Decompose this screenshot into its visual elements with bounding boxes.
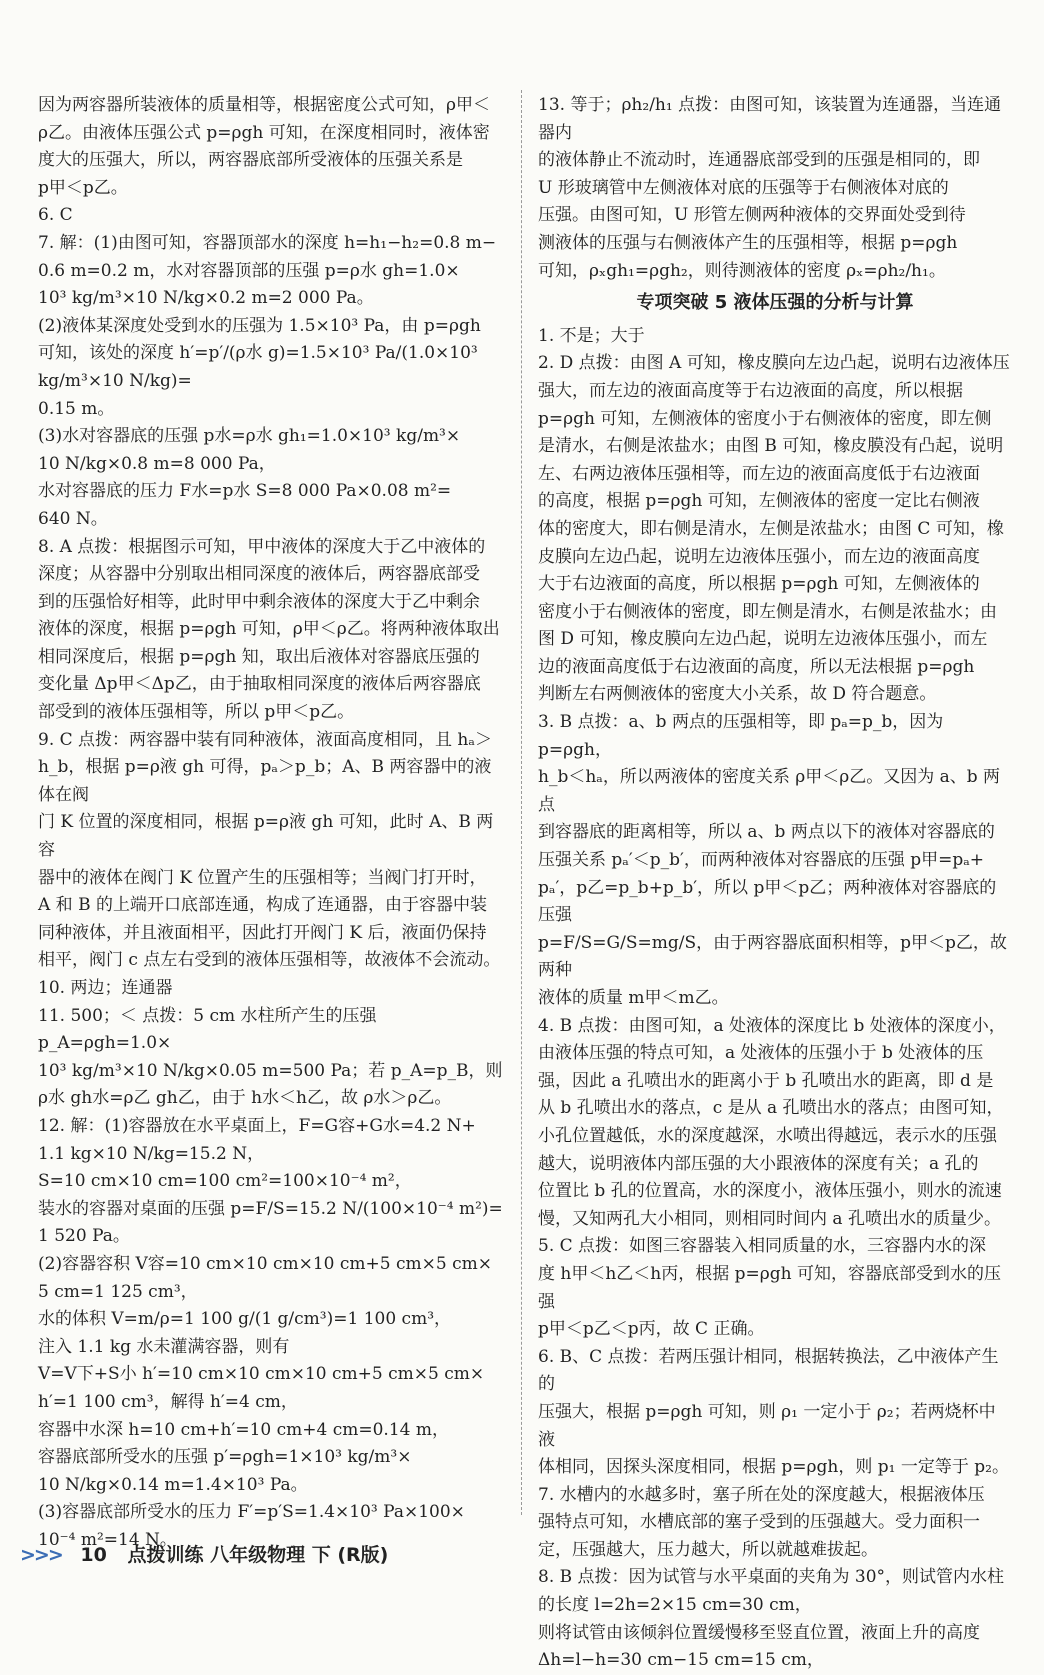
answer-12: 12. 解：(1)容器放在水平桌面上，F=G容+G水=4.2 N+ 1.1 kg×10 N/kg=15.2 N， S=10 cm×10 cm=100 cm²=100×10⁻⁴ m²， 装水的容器对桌面的压强 p=F/S=15.2 N/(100×10⁻⁴ m²)= 1 520 Pa。 (2)容器容积 V容=10 cm×10 cm×10 cm+5 cm×5 cm× 5 cm=1 125 cm³， 水的体积 V=m/ρ=1 100 g/(1 g/cm³)=1 100 cm³， 注入 1.1 kg 水未灌满容器，则有 V=V下+S小 h′=10 cm×10 cm×10 cm+5 cm×5 cm× h′=1 100 cm³，解得 h′=4 cm， 容器中水深 h=10 cm+h′=10 cm+4 cm=0.14 m， 容器底部所受水的压强 p′=ρgh=1×10³ kg/m³× 10 N/kg×0.14 m=1.4×10³ Pa。 (3)容器底部所受水的压力 F′=p′S=1.4×10³ Pa×100× 10⁻⁴ m²=14 N。 xyxy=(38,1115,503,1550)
special-answer-2: 2. D 点拨：由图 A 可知，橡皮膜向左边凸起，说明右边液体压 强大，而左边的液面高度等于右边液面的高度，所以根据 p=ρgh 可知，左侧液体的密度小于右侧液体的密度，即左侧 是清水，右侧是浓盐水；由图 B 可知，橡皮膜没有凸起，说明 左、右两边液体压强相等，而左边的液面高度低于右边液面 的高度，根据 p=ρgh 可知，左侧液体的密度一定比右侧液 体的密度大，即右侧是清水，左侧是浓盐水；由图 C 可知，橡 皮膜向左边凸起，说明左边液体压强小，而左边的液面高度 大于右边液面的高度，所以根据 p=ρgh 可知，左侧液体的 密度小于右侧液体的密度，即左侧是清水，右侧是浓盐水；由 图 D 可知，橡皮膜向左边凸起，说明左边液体压强小，而左 边的液面高度低于右边液面的高度，所以无法根据 p=ρgh 判断左右两侧液体的密度大小关系，故 D 符合题意。 xyxy=(538,353,1010,705)
left-column xyxy=(38,92,508,1554)
special-answer-8: 8. B 点拨：因为试管与水平桌面的夹角为 30°，则试管内水柱 的长度 l=2h=2×15 cm=30 cm， 则将试管由该倾斜位置缓慢移至竖直位置，液面上升的高度 Δh=l−h=30 cm−15 cm=15 cm， xyxy=(538,1567,1005,1671)
section-heading: 专项突破 5 液体压强的分析与计算 xyxy=(636,292,914,314)
book-title: 点拨训练 八年级物理 下 (R版) xyxy=(127,1544,389,1566)
answer-7: 7. 解：(1)由图可知，容器顶部水的深度 h=h₁−h₂=0.8 m− 0.6 m=0.2 m，水对容器顶部的压强 p=ρ水 gh=1.0× 10³ kg/m³×10 N/kg×0.2 m=2 000 Pa。 (2)液体某深度处受到水的压强为 1.5×10³ Pa，由 p=ρgh 可知，该处的深度 h′=p′/(ρ水 g)=1.5×10³ Pa/(1.0×10³ kg/m³×10 N/kg)= 0.15 m。 (3)水对容器底的压强 p水=ρ水 gh₁=1.0×10³ kg/m³× 10 N/kg×0.8 m=8 000 Pa， 水对容器底的压力 F水=p水 S=8 000 Pa×0.08 m²= 640 N。 xyxy=(38,232,497,529)
answer-block: 因为两容器所装液体的质量相等，根据密度公式可知，ρ甲＜ ρ乙。由液体压强公式 p=ρgh 可知，在深度相同时，液体密 度大的压强大，所以，两容器底部所受液体的压强关系是 p甲＜p乙。 xyxy=(38,95,490,198)
arrows-icon: >>> xyxy=(20,1544,62,1566)
right-column xyxy=(538,92,1012,1675)
page-number: 10 xyxy=(80,1544,107,1566)
special-answer-5: 5. C 点拨：如图三容器装入相同质量的水，三容器内水的深 度 h甲＜h乙＜h丙，根据 p=ρgh 可知，容器底部受到水的压强 p甲＜p乙＜p丙，故 C 正确。 xyxy=(538,1236,1002,1340)
answer-9: 9. C 点拨：两容器中装有同种液体，液面高度相同，且 hₐ＞ h_b，根据 p=ρ液 gh 可得，pₐ＞p_b；A、B 两容器中的液体在阀 门 K 位置的深度相同，根据 p=ρ液 gh 可知，此时 A、B 两容 器中的液体在阀门 K 位置产生的压强相等；当阀门打开时， A 和 B 的上端开口底部连通，构成了连通器，由于容器中装 同种液体，并且液面相平，因此打开阀门 K 后，液面仍保持 相平，阀门 c 点左右受到的液体压强相等，故液体不会流动。 xyxy=(38,729,501,971)
answer-8: 8. A 点拨：根据图示可知，甲中液体的深度大于乙中液体的 深度；从容器中分别取出相同深度的液体后，两容器底部受 到的压强恰好相等，此时甲中剩余液体的深度大于乙中剩余 液体的深度，根据 p=ρgh 可知，ρ甲＜ρ乙。将两种液体取出 相同深度后，根据 p=ρgh 知，取出后液体对容器底压强的 变化量 Δp甲＜Δp乙，由于抽取相同深度的液体后两容器底 部受到的液体压强相等，所以 p甲＜p乙。 xyxy=(38,536,500,723)
answer-11: 11. 500；＜ 点拨：5 cm 水柱所产生的压强 p_A=ρgh=1.0× 10³ kg/m³×10 N/kg×0.05 m=500 Pa；若 p_A=p_B，则 ρ水 gh水=ρ乙 gh乙，由于 h水＜h乙，故 ρ水＞ρ乙。 xyxy=(38,1005,503,1109)
special-answer-7: 7. 水槽内的水越多时，塞子所在处的深度越大，根据液体压 强特点可知，水槽底部的塞子受到的压强越大。受力面积一 定，压强越大，压力越大，所以就越难拔起。 xyxy=(538,1484,985,1560)
special-answer-3: 3. B 点拨：a、b 两点的压强相等，即 pₐ=p_b，因为 p=ρgh， h_b＜hₐ，所以两液体的密度关系 ρ甲＜ρ乙。又因为 a、b 两点 到容器底的距离相等，所以 a、b 两点以下的液体对容器底的 压强关系 pₐ′＜p_b′，而两种液体对容器底的压强 p甲=pₐ+ pₐ′，p乙=p_b+p_b′，所以 p甲＜p乙；两种液体对容器底的压强 p=F/S=G/S=mg/S，由于两容器底面积相等，p甲＜p乙，故两种 液体的质量 m甲＜m乙。 xyxy=(538,712,1007,1008)
special-answer-6: 6. B、C 点拨：若两压强计相同，根据转换法，乙中液体产生的 压强大，根据 p=ρgh 可知，则 ρ₁ 一定小于 ρ₂；若两烧杯中液 体相同，因探头深度相同，根据 p=ρgh，则 p₁ 一定等于 p₂。 xyxy=(538,1346,1009,1478)
page-footer xyxy=(20,1540,388,1567)
special-answer-1: 1. 不是；大于 xyxy=(538,325,645,346)
answer-6: 6. C xyxy=(38,205,73,226)
special-answer-4: 4. B 点拨：由图可知，a 处液体的深度比 b 处液体的深度小， 由液体压强的特点可知，a 处液体的压强小于 b 处液体的压 强，因此 a 孔喷出水的距离小于 b 孔喷出水的距离，即 d 是 从 b 孔喷出水的落点，c 是从 a 孔喷出水的落点；由图可知， 小孔位置越低，水的深度越深，水喷出得越远，表示水的压强 越大，说明液体内部压强的大小跟液体的深度有关；a 孔的 位置比 b 孔的位置高，水的深度小，液体压强小，则水的流速 慢，又知两孔大小相同，则相同时间内 a 孔喷出水的质量少。 xyxy=(538,1015,1006,1229)
answer-13: 13. 等于；ρh₂/h₁ 点拨：由图可知，该装置为连通器，当连通器内 的液体静止不流动时，连通器底部受到的压强是相同的，即 U 形玻璃管中左侧液体对底的压强等于右侧液体对底的 压强。由图可知，U 形管左侧两种液体的交界面处受到待 测液体的压强与右侧液体产生的压强相等，根据 p=ρgh 可知，ρₓgh₁=ρgh₂，则待测液体的密度 ρₓ=ρh₂/h₁。 xyxy=(538,95,1002,281)
answer-10: 10. 两边；连通器 xyxy=(38,978,173,998)
column-divider xyxy=(521,90,522,1515)
